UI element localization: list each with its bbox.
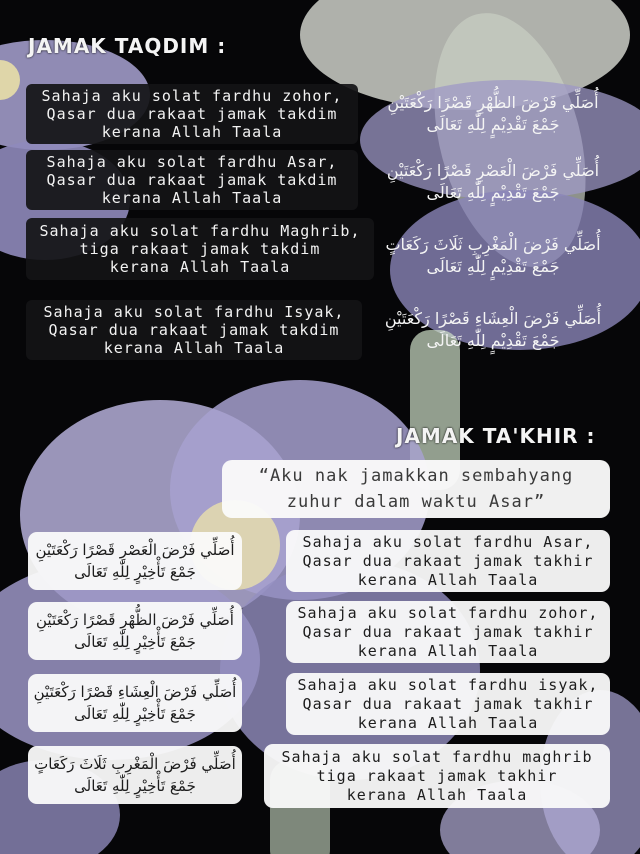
taqdim-arabic-text: [380, 92, 606, 136]
taqdim-arabic-text: [380, 234, 606, 278]
latin-line: tiga rakaat jamak takhir: [316, 766, 558, 785]
taqdim-latin-box: [26, 218, 374, 280]
arabic-line: جَمْعَ تَقْدِيْمٍ لِلّٰهِ تَعَالَى: [426, 183, 560, 202]
takhir-arabic-box: [28, 674, 242, 732]
arabic-line: أُصَلِّي فَرْضَ الْمَغْرِبِ ثَلَاثَ رَكَعَاتٍ: [34, 755, 236, 773]
arabic-line: جَمْعَ تَأْخِيْرٍ لِلّٰهِ تَعَالَى: [74, 563, 196, 581]
latin-line: kerana Allah Taala: [357, 570, 539, 589]
latin-line: tiga rakaat jamak takdim: [79, 240, 321, 258]
arabic-line: جَمْعَ تَأْخِيْرٍ لِلّٰهِ تَعَالَى: [74, 777, 196, 795]
latin-line: Sahaja aku solat fardhu Asar,: [46, 153, 338, 171]
taqdim-heading: JAMAK TAQDIM :: [28, 34, 227, 58]
taqdim-latin-box: [26, 300, 362, 360]
quote-line: zuhur dalam waktu Asar”: [286, 492, 546, 512]
latin-line: kerana Allah Taala: [101, 123, 283, 141]
latin-line: kerana Allah Taala: [109, 258, 291, 276]
latin-line: Qasar dua rakaat jamak takdim: [46, 171, 338, 189]
latin-line: kerana Allah Taala: [103, 339, 285, 357]
taqdim-latin-box: [26, 150, 358, 210]
takhir-heading: JAMAK TA'KHIR :: [396, 424, 596, 448]
arabic-line: جَمْعَ تَقْدِيْمٍ لِلّٰهِ تَعَالَى: [426, 257, 560, 276]
latin-line: kerana Allah Taala: [346, 785, 528, 804]
takhir-latin-box: [264, 744, 610, 808]
latin-line: Sahaja aku solat fardhu maghrib: [281, 747, 593, 766]
latin-line: Sahaja aku solat fardhu zohor,: [297, 603, 599, 622]
arabic-line: جَمْعَ تَقْدِيْمٍ لِلّٰهِ تَعَالَى: [426, 331, 560, 350]
latin-line: Sahaja aku solat fardhu zohor,: [41, 87, 343, 105]
arabic-line: أُصَلِّي فَرْضَ الْعَصْرِ قَصْرًا رَكْعَتَيْنِ: [386, 161, 600, 180]
latin-line: kerana Allah Taala: [357, 713, 539, 732]
takhir-quote-box: [222, 460, 610, 518]
taqdim-latin-box: [26, 84, 358, 144]
latin-line: kerana Allah Taala: [357, 641, 539, 660]
arabic-line: أُصَلِّي فَرْضَ الْمَغْرِبِ ثَلَاثَ رَكَعَاتٍ: [385, 235, 601, 254]
latin-line: Sahaja aku solat fardhu isyak,: [297, 675, 599, 694]
takhir-arabic-box: [28, 532, 242, 590]
arabic-line: أُصَلِّي فَرْضَ الْعِشَاءِ قَصْرًا رَكْعَتَيْنِ: [384, 309, 602, 328]
arabic-line: أُصَلِّي فَرْضَ الظُّهْرِ قَصْرًا رَكْعَتَيْنِ: [387, 93, 599, 112]
latin-line: kerana Allah Taala: [101, 189, 283, 207]
latin-line: Qasar dua rakaat jamak takdim: [48, 321, 340, 339]
latin-line: Sahaja aku solat fardhu Asar,: [302, 532, 594, 551]
arabic-line: جَمْعَ تَأْخِيْرٍ لِلّٰهِ تَعَالَى: [74, 633, 196, 651]
arabic-line: أُصَلِّي فَرْضَ الظُّهْرِ قَصْرًا رَكْعَتَيْنِ: [36, 611, 234, 629]
arabic-line: جَمْعَ تَقْدِيْمٍ لِلّٰهِ تَعَالَى: [426, 115, 560, 134]
takhir-latin-box: [286, 601, 610, 663]
quote-line: “Aku nak jamakkan sembahyang: [258, 466, 574, 486]
latin-line: Qasar dua rakaat jamak takdim: [46, 105, 338, 123]
latin-line: Sahaja aku solat fardhu Isyak,: [43, 303, 345, 321]
takhir-arabic-box: [28, 602, 242, 660]
taqdim-arabic-text: [380, 160, 606, 204]
takhir-latin-box: [286, 530, 610, 592]
takhir-arabic-box: [28, 746, 242, 804]
takhir-latin-box: [286, 673, 610, 735]
latin-line: Sahaja aku solat fardhu Maghrib,: [39, 222, 361, 240]
taqdim-arabic-text: [380, 308, 606, 352]
latin-line: Qasar dua rakaat jamak takhir: [302, 551, 594, 570]
arabic-line: أُصَلِّي فَرْضَ الْعَصْرِ قَصْرًا رَكْعَتَيْنِ: [35, 541, 235, 559]
latin-line: Qasar dua rakaat jamak takhir: [302, 622, 594, 641]
arabic-line: أُصَلِّي فَرْضَ الْعِشَاءِ قَصْرًا رَكْعَتَيْنِ: [33, 683, 237, 701]
arabic-line: جَمْعَ تَأْخِيْرٍ لِلّٰهِ تَعَالَى: [74, 705, 196, 723]
latin-line: Qasar dua rakaat jamak takhir: [302, 694, 594, 713]
